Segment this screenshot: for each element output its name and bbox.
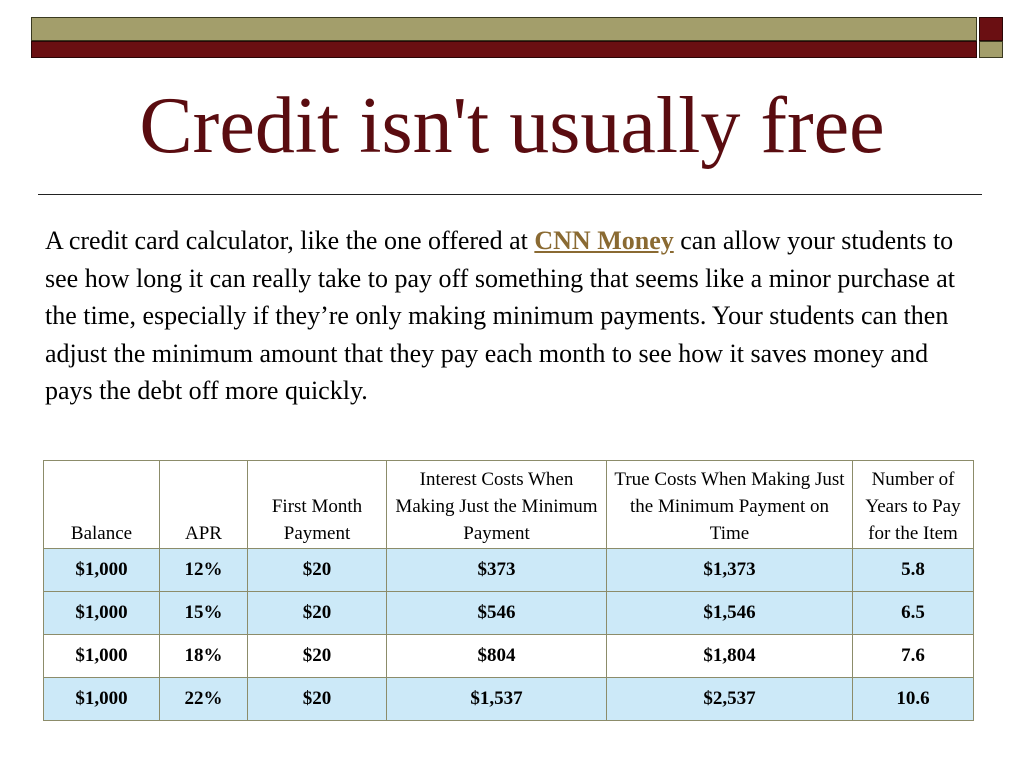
header-years-to-pay: Number of Years to Pay for the Item — [853, 461, 974, 549]
cell-years-to-pay: 10.6 — [853, 678, 974, 721]
cell-true-costs: $1,373 — [607, 549, 853, 592]
cnn-money-link[interactable]: CNN Money — [534, 226, 674, 255]
header-square-maroon — [979, 17, 1003, 41]
paragraph-text-end: can allow your students to see how long it can really take to pay off something that seems like a minor purchase at the time, especially if they’re only making minimum payments. Your students can then adjust the minimum amount that they pay each month to see how it saves money and pays the debt off more quickly. — [45, 226, 955, 405]
cell-true-costs: $2,537 — [607, 678, 853, 721]
cell-apr: 12% — [160, 549, 248, 592]
cell-balance: $1,000 — [44, 549, 160, 592]
cell-apr: 18% — [160, 635, 248, 678]
cell-balance: $1,000 — [44, 678, 160, 721]
cell-interest-costs: $804 — [387, 635, 607, 678]
table-header-row — [44, 461, 974, 549]
body-paragraph — [45, 222, 980, 410]
cell-interest-costs: $1,537 — [387, 678, 607, 721]
cell-interest-costs: $546 — [387, 592, 607, 635]
header-true-costs: True Costs When Making Just the Minimum Payment on Time — [607, 461, 853, 549]
cell-first-month-payment: $20 — [248, 592, 387, 635]
cell-interest-costs: $373 — [387, 549, 607, 592]
cell-true-costs: $1,546 — [607, 592, 853, 635]
cell-first-month-payment: $20 — [248, 678, 387, 721]
slide-title: Credit isn't usually free — [139, 82, 885, 170]
cell-first-month-payment: $20 — [248, 549, 387, 592]
header-bar-maroon — [31, 41, 977, 58]
cell-apr: 22% — [160, 678, 248, 721]
table-row — [44, 549, 974, 592]
header-apr: APR — [160, 461, 248, 549]
table-row — [44, 678, 974, 721]
cell-years-to-pay: 7.6 — [853, 635, 974, 678]
table-row — [44, 592, 974, 635]
cell-balance: $1,000 — [44, 635, 160, 678]
title-divider — [38, 194, 982, 195]
cell-years-to-pay: 6.5 — [853, 592, 974, 635]
credit-cost-table — [43, 460, 974, 721]
header-first-month-payment: First Month Payment — [248, 461, 387, 549]
cell-balance: $1,000 — [44, 592, 160, 635]
header-bar-olive — [31, 17, 977, 41]
cell-true-costs: $1,804 — [607, 635, 853, 678]
cell-first-month-payment: $20 — [248, 635, 387, 678]
header-balance: Balance — [44, 461, 160, 549]
table-row — [44, 635, 974, 678]
paragraph-text-start: A credit card calculator, like the one offered at — [45, 226, 535, 255]
cell-years-to-pay: 5.8 — [853, 549, 974, 592]
header-interest-costs: Interest Costs When Making Just the Minimum Payment — [387, 461, 607, 549]
cell-apr: 15% — [160, 592, 248, 635]
header-square-olive — [979, 41, 1003, 58]
